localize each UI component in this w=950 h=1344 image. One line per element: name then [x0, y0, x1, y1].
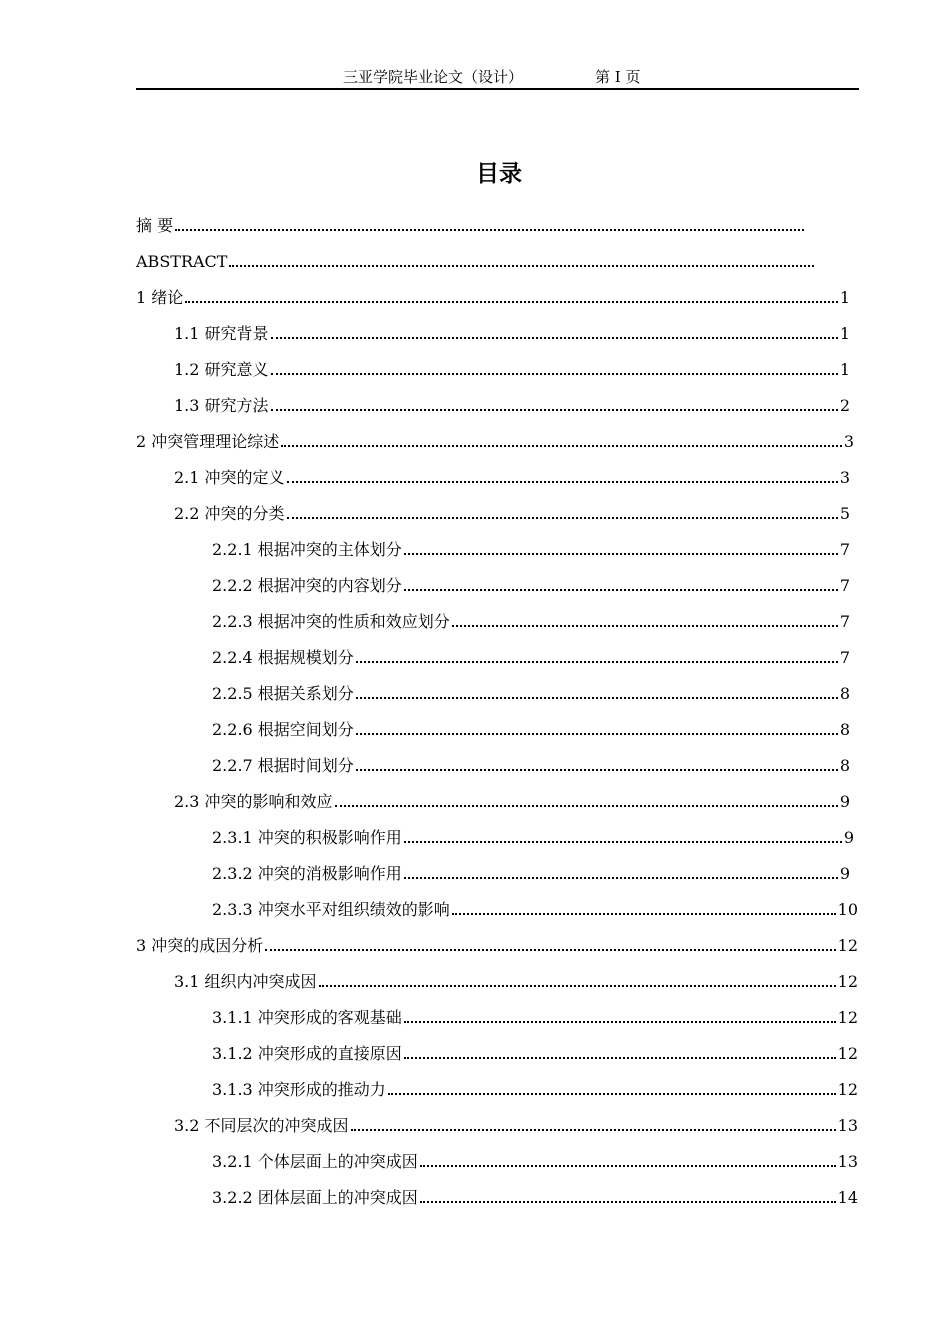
toc-leader-dots [265, 949, 835, 951]
toc-entry-page: 9 [839, 864, 850, 883]
toc-entry[interactable] [174, 354, 850, 386]
toc-entry[interactable] [212, 678, 850, 710]
toc-entry[interactable] [212, 858, 850, 890]
toc-entry[interactable] [212, 1038, 858, 1070]
toc-entry-label: 3.1 组织内冲突成因 [174, 972, 317, 991]
toc-entry-label: 2.2.5 根据关系划分 [212, 684, 354, 703]
toc-leader-dots [271, 409, 838, 411]
toc-entry-page: 9 [843, 828, 854, 847]
toc-leader-dots [404, 877, 838, 879]
toc-entry-label: 3.2.2 团体层面上的冲突成因 [212, 1188, 418, 1207]
page-header [136, 66, 859, 90]
toc-entry-page: 12 [837, 1008, 858, 1027]
toc-entry[interactable] [174, 786, 850, 818]
toc-entry-label: 2 冲突管理理论综述 [136, 432, 280, 451]
toc-entry-page: 8 [839, 756, 850, 775]
toc-entry-page: 3 [843, 432, 854, 451]
toc-leader-dots [404, 1021, 836, 1023]
toc-entry-page: 1 [839, 288, 850, 307]
toc-entry[interactable] [212, 606, 850, 638]
toc-leader-dots [404, 1057, 836, 1059]
toc-entry[interactable] [174, 498, 850, 530]
toc-entry[interactable] [136, 210, 816, 242]
toc-entry-label: 3 冲突的成因分析 [136, 936, 264, 955]
toc-leader-dots [175, 229, 804, 231]
toc-entry[interactable] [174, 1110, 858, 1142]
toc-leader-dots [356, 769, 838, 771]
toc-entry[interactable] [136, 282, 850, 314]
toc-entry-page: 9 [839, 792, 850, 811]
toc-leader-dots [420, 1165, 836, 1167]
toc-entry[interactable] [212, 750, 850, 782]
toc-entry-label: 3.2.1 个体层面上的冲突成因 [212, 1152, 418, 1171]
toc-entry-page: 5 [839, 504, 850, 523]
toc-entry-page: 7 [839, 540, 850, 559]
toc-leader-dots [452, 913, 836, 915]
toc-entry-page: 1 [839, 360, 850, 379]
toc-entry-label: 2.2.7 根据时间划分 [212, 756, 354, 775]
toc-entry[interactable] [212, 1002, 858, 1034]
toc-leader-dots [404, 589, 838, 591]
toc-leader-dots [281, 445, 842, 447]
toc-entry-page: 14 [837, 1188, 858, 1207]
toc-entry[interactable] [174, 966, 858, 998]
toc-leader-dots [351, 1129, 836, 1131]
toc-entry-page: 7 [839, 612, 850, 631]
toc-leader-dots [287, 517, 838, 519]
toc-entry-page: 12 [837, 1044, 858, 1063]
toc-entry-label: 2.2.2 根据冲突的内容划分 [212, 576, 402, 595]
toc-entry[interactable] [212, 822, 854, 854]
toc-entry-label: ABSTRACT [136, 252, 228, 271]
toc-entry-label: 3.1.2 冲突形成的直接原因 [212, 1044, 402, 1063]
toc-leader-dots [271, 373, 838, 375]
toc-entry-page: 8 [839, 720, 850, 739]
toc-entry-label: 摘 要 [136, 216, 174, 235]
toc-entry-page: 10 [837, 900, 858, 919]
toc-entry-page: 3 [839, 468, 850, 487]
toc-leader-dots [335, 805, 838, 807]
toc-entry-label: 2.3.3 冲突水平对组织绩效的影响 [212, 900, 450, 919]
toc-entry-page: 7 [839, 648, 850, 667]
toc-entry[interactable] [174, 462, 850, 494]
toc-entry[interactable] [212, 1182, 858, 1214]
toc-entry[interactable] [136, 426, 854, 458]
toc-entry[interactable] [174, 318, 850, 350]
toc-leader-dots [404, 553, 838, 555]
toc-entry-page: 1 [839, 324, 850, 343]
toc-entry-page: 7 [839, 576, 850, 595]
toc-leader-dots [356, 697, 838, 699]
toc-leader-dots [420, 1201, 836, 1203]
toc-entry[interactable] [212, 714, 850, 746]
toc-leader-dots [356, 733, 838, 735]
toc-leader-dots [271, 337, 838, 339]
toc-entry[interactable] [174, 390, 850, 422]
toc-entry-label: 3.1.1 冲突形成的客观基础 [212, 1008, 402, 1027]
toc-entry-page: 13 [837, 1152, 858, 1171]
toc-entry-label: 1.3 研究方法 [174, 396, 269, 415]
toc-entry[interactable] [212, 1146, 858, 1178]
header-school-title: 三亚学院毕业论文（设计） [343, 68, 524, 86]
toc-entry[interactable] [212, 894, 858, 926]
toc-entry-label: 2.2.1 根据冲突的主体划分 [212, 540, 402, 559]
toc-leader-dots [356, 661, 838, 663]
toc-entry-label: 3.1.3 冲突形成的推动力 [212, 1080, 386, 1099]
toc-entry-page: 12 [837, 936, 858, 955]
toc-entry[interactable] [136, 930, 858, 962]
toc-entry-label: 2.3.1 冲突的积极影响作用 [212, 828, 402, 847]
toc-entry[interactable] [212, 570, 850, 602]
toc-entry-page: 12 [837, 1080, 858, 1099]
toc-entry-label: 2.3 冲突的影响和效应 [174, 792, 333, 811]
toc-entry-page: 8 [839, 684, 850, 703]
toc-entry[interactable] [212, 1074, 858, 1106]
toc-entry-page: 12 [837, 972, 858, 991]
toc-title: 目录 [476, 161, 522, 187]
toc-leader-dots [452, 625, 838, 627]
header-page-number: 第 I 页 [595, 68, 641, 86]
toc-entry[interactable] [212, 534, 850, 566]
toc-entry-page: 13 [837, 1116, 858, 1135]
toc-entry-label: 2.1 冲突的定义 [174, 468, 285, 487]
toc-entry-label: 1.1 研究背景 [174, 324, 269, 343]
toc-entry[interactable] [136, 246, 826, 278]
toc-leader-dots [388, 1093, 836, 1095]
toc-entry-label: 2.3.2 冲突的消极影响作用 [212, 864, 402, 883]
toc-leader-dots [319, 985, 836, 987]
toc-entry-label: 2.2.3 根据冲突的性质和效应划分 [212, 612, 450, 631]
toc-entry-label: 1 绪论 [136, 288, 184, 307]
toc-leader-dots [287, 481, 838, 483]
toc-entry-label: 2.2.4 根据规模划分 [212, 648, 354, 667]
toc-entry-label: 3.2 不同层次的冲突成因 [174, 1116, 349, 1135]
toc-entry-label: 1.2 研究意义 [174, 360, 269, 379]
toc-leader-dots [404, 841, 842, 843]
toc-entry-label: 2.2 冲突的分类 [174, 504, 285, 523]
toc-leader-dots [229, 265, 814, 267]
toc-entry-label: 2.2.6 根据空间划分 [212, 720, 354, 739]
toc-entry-page: 2 [839, 396, 850, 415]
toc-leader-dots [185, 301, 838, 303]
toc-entry[interactable] [212, 642, 850, 674]
